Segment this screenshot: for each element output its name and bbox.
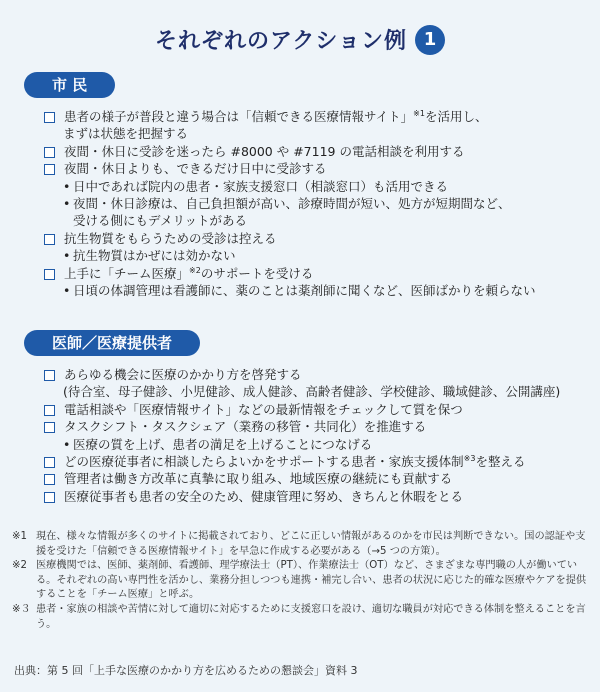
list-item bbox=[44, 366, 584, 383]
list-item bbox=[44, 453, 584, 470]
checkbox-square-icon bbox=[44, 147, 55, 158]
list-item-text bbox=[64, 265, 584, 282]
checkbox-square-icon bbox=[44, 234, 55, 245]
bullet-icon: • bbox=[63, 248, 71, 264]
sub-item bbox=[44, 436, 584, 453]
list-item-text bbox=[64, 366, 584, 383]
list-item-text bbox=[64, 418, 584, 435]
footnote-ref: ※2 bbox=[189, 265, 201, 275]
footnote-ref: ※1 bbox=[413, 108, 425, 118]
list-item-text bbox=[64, 108, 584, 125]
footnote-text: 医療機関では、医師、薬剤師、看護師、理学療法士（PT）、作業療法士（OT）など、さまざまな専門職の人が働いている。それぞれの高い専門性を活かし、業務分担しつつも連携・補完し合い、患者の状況に応じた的確な医療やケアを提供することを「チーム医療」と呼ぶ。 bbox=[36, 560, 587, 601]
footnote-ref: ※3 bbox=[463, 453, 476, 463]
footnote-text: 患者・家族の相談や苦情に対して適切に対応するために支援窓口を設け、適切な職員が対応できる体制を整えることを言う。 bbox=[36, 603, 586, 630]
item-text: 上手に「チーム医療」 bbox=[64, 265, 190, 281]
source-citation: 出典：第 5 回「上手な医療のかかり方を広めるための懇談会」資料 3 bbox=[14, 664, 358, 677]
checkbox-square-icon bbox=[44, 492, 55, 503]
list-item-text bbox=[64, 143, 584, 160]
checkbox-square-icon bbox=[44, 457, 55, 468]
item-continuation: (待合室、母子健診、小児健診、成人健診、高齢者健診、学校健診、職域健診、公開講座) bbox=[63, 384, 561, 400]
list-item bbox=[44, 108, 584, 125]
section-heading-providers: 医師／医療提供者 bbox=[24, 330, 200, 356]
sub-item-text: 抗生物質はかぜには効かない bbox=[73, 248, 236, 264]
item-text: 電話相談や「医療情報サイト」などの最新情報をチェックして質を保つ bbox=[64, 401, 463, 417]
list-item bbox=[44, 230, 584, 247]
item-text: どの医療従事者に相談したらよいかをサポートする患者・家族支援体制 bbox=[64, 454, 464, 470]
item-text: タスクシフト・タスクシェア（業務の移管・共同化）を推進する bbox=[64, 419, 427, 435]
footnote-label: ※1 bbox=[12, 531, 28, 542]
item-text: 夜間・休日よりも、できるだけ日中に受診する bbox=[64, 161, 327, 177]
bullet-icon: • bbox=[63, 178, 71, 194]
list-item-text bbox=[64, 160, 584, 177]
providers-action-list bbox=[44, 366, 584, 505]
item-text: 抗生物質をもらうための受診は控える bbox=[64, 230, 277, 246]
footnote-text: 現在、様々な情報が多くのサイトに掲載されており、どこに正しい情報があるのかを市民は判断できない。国の認証や支援を受けた「信頼できる医療情報サイト」を早急に作成する必要がある（→5 つの方策）。 bbox=[36, 531, 586, 557]
checkbox-square-icon bbox=[44, 269, 55, 280]
sub-item-continuation: 受ける側にもデメリットがある bbox=[73, 213, 248, 229]
item-text: あらゆる機会に医療のかかり方を啓発する bbox=[64, 367, 302, 382]
list-item bbox=[44, 160, 584, 177]
citizens-action-list bbox=[44, 108, 584, 299]
checkbox-square-icon bbox=[44, 164, 55, 175]
sub-item bbox=[44, 282, 584, 299]
item-text: 夜間・休日に受診を迷ったら #8000 や #7119 の電話相談を利用する bbox=[64, 143, 465, 159]
list-item bbox=[44, 143, 584, 160]
list-item bbox=[44, 470, 584, 487]
title-number-badge: 1 bbox=[415, 25, 445, 55]
footnote bbox=[12, 530, 588, 559]
section-heading-citizens: 市 民 bbox=[24, 72, 115, 98]
item-text-after: を活用し、 bbox=[424, 109, 488, 124]
sub-item-text: 医療の質を上げ、患者の満足を上げることにつなげる bbox=[73, 436, 373, 452]
sub-item bbox=[44, 195, 584, 212]
item-continuation: まずは状態を把握する bbox=[63, 126, 189, 142]
footnote-label: ※2 bbox=[12, 560, 28, 572]
sub-item bbox=[44, 178, 584, 195]
bullet-icon: • bbox=[63, 196, 71, 212]
checkbox-square-icon bbox=[44, 112, 55, 123]
list-item-text bbox=[64, 453, 584, 470]
list-item-text bbox=[64, 488, 584, 505]
footnote bbox=[12, 603, 588, 632]
bullet-icon: • bbox=[63, 283, 71, 299]
item-text: 医療従事者も患者の安全のため、健康管理に努め、きちんと休暇をとる bbox=[64, 488, 464, 504]
list-item bbox=[44, 401, 584, 418]
item-text-after: を整える bbox=[475, 454, 526, 470]
item-text: 患者の様子が普段と違う場合は「信頼できる医療情報サイト」 bbox=[64, 109, 414, 124]
list-item bbox=[44, 488, 584, 505]
checkbox-square-icon bbox=[44, 474, 55, 485]
list-item-text bbox=[64, 470, 584, 487]
sub-item-text: 日頃の体調管理は看護師に、薬のことは薬剤師に聞くなど、医師ばかりを頼らない bbox=[73, 283, 536, 299]
page-title: それぞれのアクション例 bbox=[155, 29, 407, 54]
checkbox-square-icon bbox=[44, 405, 55, 416]
item-text-after: のサポートを受ける bbox=[200, 265, 314, 281]
list-item bbox=[44, 418, 584, 435]
list-item bbox=[44, 265, 584, 282]
footnotes bbox=[12, 530, 588, 632]
sub-item-text: 日中であれば院内の患者・家族支援窓口（相談窓口）も活用できる bbox=[73, 178, 449, 194]
checkbox-square-icon bbox=[44, 370, 55, 381]
list-item-text bbox=[64, 401, 584, 418]
footnote bbox=[12, 559, 588, 603]
list-item-text bbox=[64, 230, 584, 247]
item-text: 管理者は働き方改革に真摯に取り組み、地域医療の継続にも貢献する bbox=[64, 471, 453, 487]
page-title-row bbox=[0, 24, 600, 55]
bullet-icon: • bbox=[63, 436, 71, 452]
checkbox-square-icon bbox=[44, 422, 55, 433]
sub-item-text: 夜間・休日診療は、自己負担額が高い、診療時間が短い、処方が短期間など、 bbox=[73, 196, 511, 212]
sub-item bbox=[44, 247, 584, 264]
footnote-label: ※３ bbox=[12, 603, 31, 615]
